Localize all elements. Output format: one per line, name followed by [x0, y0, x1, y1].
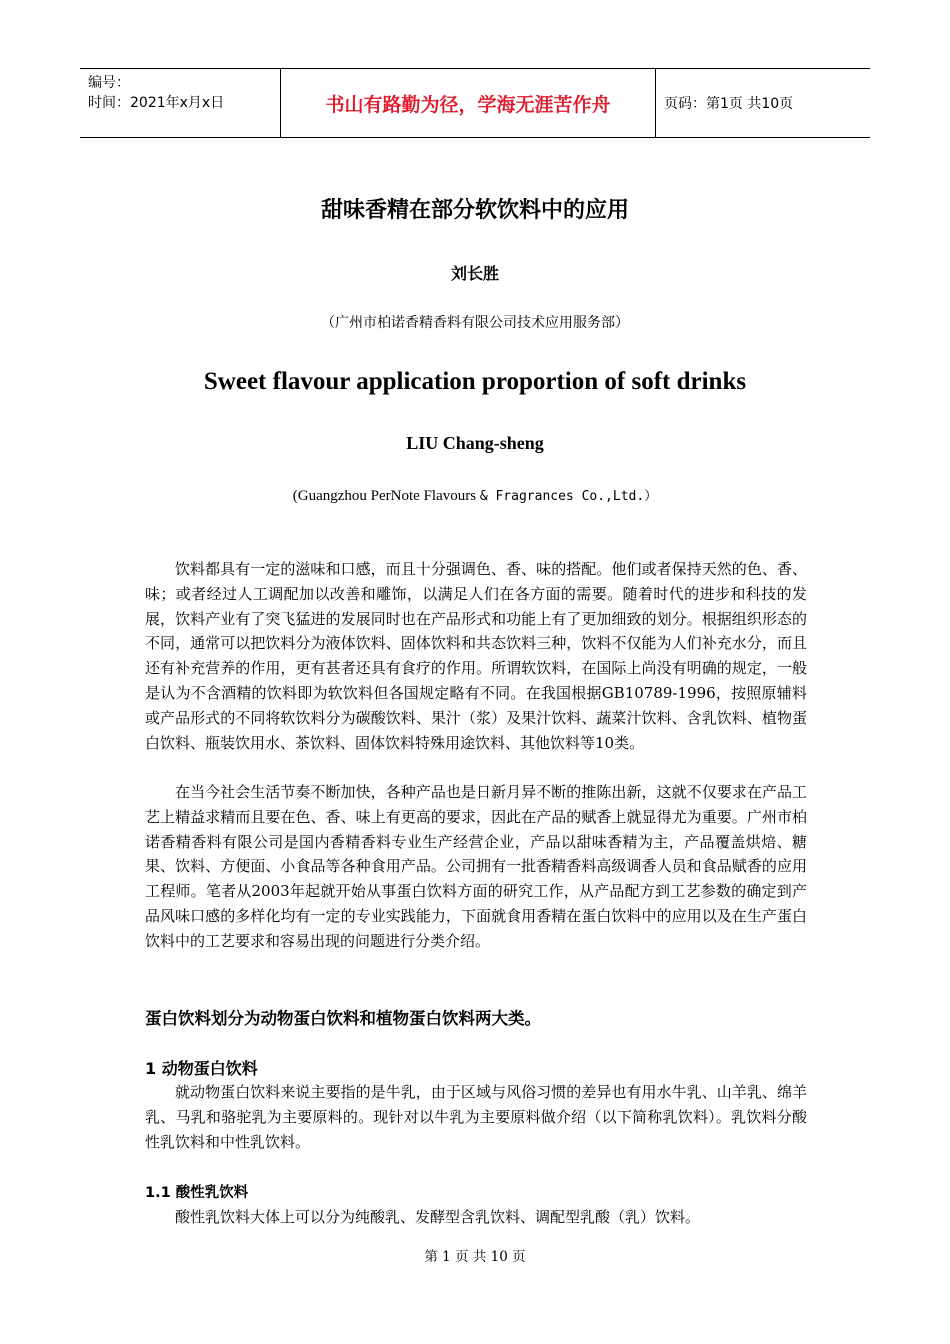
- section-heading-main: 蛋白饮料划分为动物蛋白饮料和植物蛋白饮料两大类。: [145, 1009, 541, 1028]
- affiliation-en-part-b: & Fragrances Co.,Ltd.）: [479, 489, 658, 504]
- paragraph-text: 就动物蛋白饮料来说主要指的是牛乳，由于区域与风俗习惯的差异也有用水牛乳、山羊乳、绵羊乳、马乳和骆驼乳为主要原料的。现针对以牛乳为主要原料做介绍（以下简称乳饮料）。乳饮料分酸性乳饮料和中性乳饮料。: [145, 1083, 807, 1151]
- section-heading-1-1: 1.1 酸性乳饮料: [145, 1185, 249, 1201]
- body-paragraph-2: [145, 780, 807, 954]
- page-header: [80, 68, 870, 138]
- paragraph-text: 在当今社会生活节奏不断加快，各种产品也是日新月异不断的推陈出新，这就不仅要求在产品工艺上精益求精而且要在色、香、味上有更高的要求，因此在产品的赋香上就显得尤为重要。广州市柏诺香精香料有限公司是国内香精香料专业生产经营企业，产品以甜味香精为主，产品覆盖烘焙、糖果、饮料、方便面、小食品等各种食用产品。公司拥有一批香精香料高级调香人员和食品赋香的应用工程师。笔者从2003年起就开始从事蛋白饮料方面的研究工作，从产品配方到工艺参数的确定到产品风味口感的多样化均有一定的专业实践能力，下面就食用香精在蛋白饮料中的应用以及在生产蛋白饮料中的工艺要求和容易出现的问题进行分类介绍。: [145, 783, 807, 950]
- header-motto: 书山有路勤为径，学海无涯苦作舟: [280, 69, 656, 137]
- body-paragraph-3: [145, 1080, 807, 1154]
- body-paragraph-1: [145, 557, 807, 755]
- article-author-cn: 刘长胜: [450, 264, 499, 283]
- article-author-en: LIU Chang-sheng: [406, 433, 544, 453]
- header-page-info: 页码：第1页 共10页: [664, 96, 794, 112]
- section-heading-1: 1 动物蛋白饮料: [145, 1059, 258, 1078]
- affiliation-en-part-a: (Guangzhou PerNote Flavours: [292, 488, 480, 504]
- article-title-en: Sweet flavour application proportion of soft drinks: [203, 368, 747, 395]
- document-number-label: 编号：: [88, 75, 130, 91]
- article-affiliation-cn: （广州市柏诺香精香料有限公司技术应用服务部）: [321, 315, 629, 331]
- article-affiliation-en: [0, 485, 950, 505]
- paragraph-text: 饮料都具有一定的滋味和口感，而且十分强调色、香、味的搭配。他们或者保持天然的色、香、味；或者经过人工调配加以改善和雕饰，以满足人们在各方面的需要。随着时代的进步和科技的发展，饮料产业有了突飞猛进的发展同时也在产品形式和功能上有了更加细致的划分。根据组织形态的不同，通常可以把饮料分为液体饮料、固体饮料和共态饮料三种，饮料不仅能为人们补充水分，而且还有补充营养的作用，更有甚者还具有食疗的作用。所谓软饮料，在国际上尚没有明确的规定，一般是认为不含酒精的饮料即为软饮料但各国规定略有不同。在我国根据GB10789-1996，按照原辅料或产品形式的不同将软饮料分为碳酸饮料、果汁（浆）及果汁饮料、蔬菜汁饮料、含乳饮料、植物蛋白饮料、瓶装饮用水、茶饮料、固体饮料特殊用途饮料、其他饮料等10类。: [145, 560, 807, 752]
- article-title-cn: 甜味香精在部分软饮料中的应用: [320, 198, 629, 223]
- page-footer: 第 1 页 共 10 页: [424, 1249, 526, 1265]
- paragraph-text: 酸性乳饮料大体上可以分为纯酸乳、发酵型含乳饮料、调配型乳酸（乳）饮料。: [175, 1208, 701, 1226]
- body-paragraph-4: [145, 1205, 807, 1230]
- document-date: 时间：2021年x月x日: [88, 95, 225, 111]
- header-meta: [80, 69, 280, 137]
